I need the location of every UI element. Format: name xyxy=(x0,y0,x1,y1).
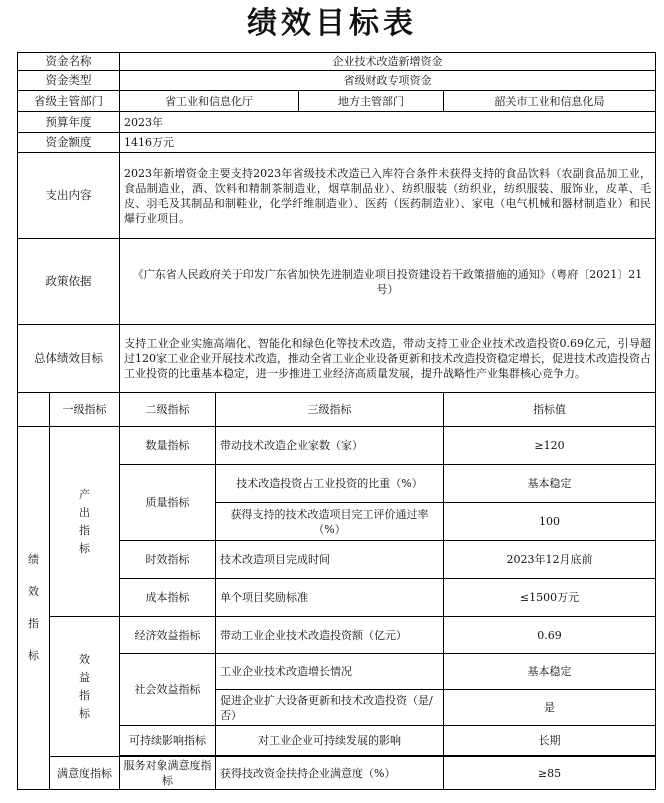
social-l2: 社会效益指标 xyxy=(120,654,216,726)
economic-value: 0.69 xyxy=(444,617,656,654)
amount-label: 资金额度 xyxy=(18,133,120,153)
row-content xyxy=(18,153,656,239)
output-label: 产出指标 xyxy=(79,487,90,555)
quality-l3-2: 获得支持的技术改造项目完工评价通过率（%） xyxy=(216,503,444,541)
economic-l3: 带动工业企业技术改造投资额（亿元） xyxy=(216,617,444,654)
row-budget-year xyxy=(18,112,656,133)
policy-value: 《广东省人民政府关于印发广东省加快先进制造业项目投资建设若干政策措施的通知》（粤府〔2021〕21号） xyxy=(120,239,656,325)
timeliness-value: 2023年12月底前 xyxy=(444,541,656,579)
output-label-cell xyxy=(50,427,120,617)
row-quantity xyxy=(18,427,656,465)
social-l3-1: 工业企业技术改造增长情况 xyxy=(216,654,444,690)
budget-year-label: 预算年度 xyxy=(18,112,120,133)
quantity-l3: 带动技术改造企业家数（家） xyxy=(216,427,444,465)
benefit-label: 效益指标 xyxy=(79,652,90,720)
benefit-label-cell xyxy=(50,617,120,757)
satisfaction-value: ≥85 xyxy=(444,757,656,790)
local-dept-value: 韶关市工业和信息化局 xyxy=(444,91,656,112)
row-indicator-header xyxy=(18,393,656,427)
row-amount xyxy=(18,133,656,153)
header-level3: 三级指标 xyxy=(216,393,444,427)
social-value-2: 是 xyxy=(444,690,656,726)
row-satisfaction xyxy=(18,757,656,790)
header-level1: 一级指标 xyxy=(50,393,120,427)
sustainable-l2: 可持续影响指标 xyxy=(120,726,216,756)
quantity-l2: 数量指标 xyxy=(120,427,216,465)
timeliness-l3: 技术改造项目完成时间 xyxy=(216,541,444,579)
content-label: 支出内容 xyxy=(18,153,120,239)
timeliness-l2: 时效指标 xyxy=(120,541,216,579)
prov-dept-value: 省工业和信息化厅 xyxy=(120,91,299,111)
quality-l3-1: 技术改造投资占工业投资的比重（%） xyxy=(216,465,444,503)
local-dept-label: 地方主管部门 xyxy=(338,94,404,108)
prov-dept-label: 省级主管部门 xyxy=(18,91,120,112)
quality-value-2: 100 xyxy=(444,503,656,541)
fund-name-value: 企业技术改造新增资金 xyxy=(120,53,656,71)
satisfaction-l3: 获得技改资金扶持企业满意度（%） xyxy=(216,757,444,790)
satisfaction-l2: 服务对象满意度指标 xyxy=(120,757,216,790)
cost-value: ≤1500万元 xyxy=(444,579,656,617)
perf-label-cell xyxy=(18,427,50,790)
sustainable-l3: 对工业企业可持续发展的影响 xyxy=(216,726,444,756)
fund-name-label: 资金名称 xyxy=(18,53,120,71)
social-l3-2: 促进企业扩大设备更新和技术改造投资（是/否） xyxy=(216,690,444,726)
header-value: 指标值 xyxy=(444,393,656,427)
satisfaction-label: 满意度指标 xyxy=(50,757,120,790)
fund-type-label: 资金类型 xyxy=(18,71,120,91)
amount-value: 1416万元 xyxy=(120,133,656,153)
economic-l2: 经济效益指标 xyxy=(120,617,216,654)
performance-table xyxy=(17,52,656,790)
quantity-value: ≥120 xyxy=(444,427,656,465)
goal-value: 支持工业企业实施高端化、智能化和绿色化等技术改造，带动支持工业企业技术改造投资0.69亿元，引导超过120家工业企业开展技术改造，推动全省工业企业设备更新和技术改造投资稳定增长，促进技术改造投资占工业投资的比重基本稳定，进一步推进工业经济高质量发展，提升战略性产业集群核心竞争力。 xyxy=(120,325,656,393)
social-value-1: 基本稳定 xyxy=(444,654,656,690)
row-goal xyxy=(18,325,656,393)
perf-label: 绩效指标 xyxy=(28,553,39,662)
row-departments xyxy=(18,91,656,112)
sustainable-value: 长期 xyxy=(444,726,656,756)
page-title: 绩效目标表 xyxy=(247,6,417,41)
row-fund-type xyxy=(18,71,656,91)
row-policy xyxy=(18,239,656,325)
content-value: 2023年新增资金主要支持2023年省级技术改造已入库符合条件未获得支持的食品饮料（农副食品加工业，食品制造业，酒、饮料和精制茶制造业，烟草制品业）、纺织服装（纺织业，纺织服装、服饰业，皮革、毛皮、羽毛及其制品和制鞋业，化学纤维制造业）、医药（医药制造业）、家电（电气机械和器材制造业）和民爆行业项目。 xyxy=(120,153,656,239)
header-level2: 二级指标 xyxy=(120,393,216,427)
cost-l3: 单个项目奖励标准 xyxy=(216,579,444,617)
row-fund-name xyxy=(18,53,656,71)
fund-type-value: 省级财政专项资金 xyxy=(120,71,656,91)
cost-l2: 成本指标 xyxy=(120,579,216,617)
quality-l2: 质量指标 xyxy=(120,465,216,541)
quality-value-1: 基本稳定 xyxy=(444,465,656,503)
policy-label: 政策依据 xyxy=(18,239,120,325)
goal-label: 总体绩效目标 xyxy=(18,325,120,393)
row-economic xyxy=(18,617,656,654)
budget-year-value: 2023年 xyxy=(120,112,656,133)
